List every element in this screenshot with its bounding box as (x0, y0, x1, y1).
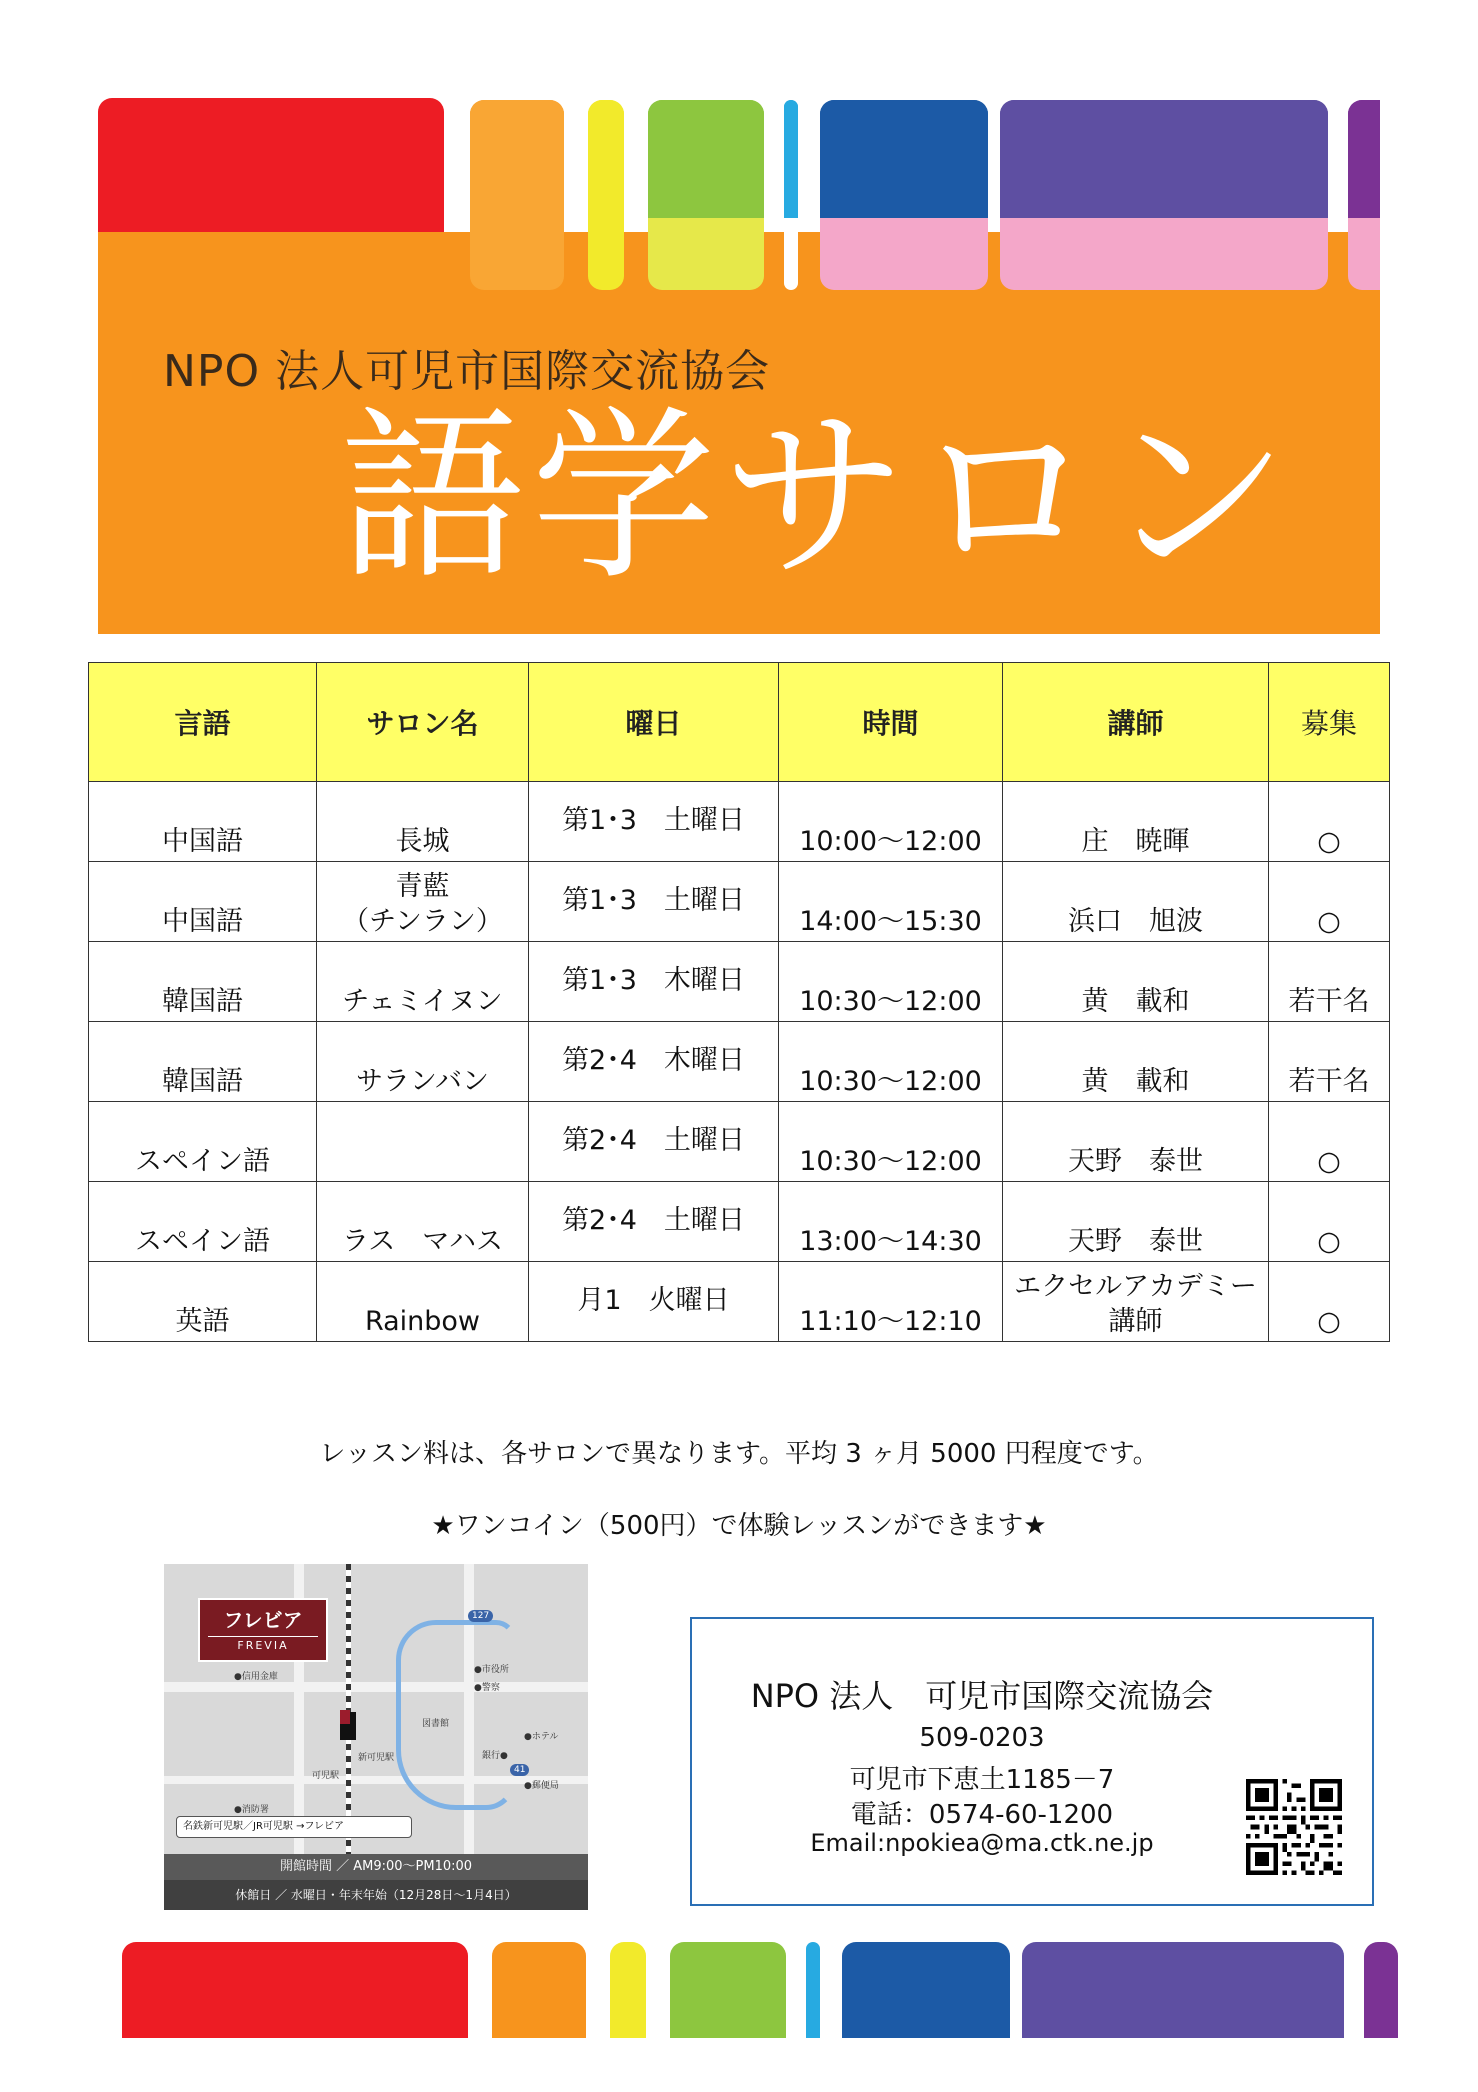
table-row (89, 942, 1390, 1022)
cell-language: 韓国語 (89, 1022, 317, 1102)
cell-day: 第2･4 土曜日 (529, 1182, 779, 1262)
col-header-language: 言語 (89, 663, 317, 782)
cell-salon (317, 1262, 529, 1342)
map-label: ●消防署 (234, 1805, 269, 1815)
cell-salon (317, 1102, 529, 1182)
cell-language: 英語 (89, 1262, 317, 1342)
table-row (89, 782, 1390, 862)
col-header-day: 曜日 (529, 663, 779, 782)
cell-time: 10:30～12:00 (779, 1102, 1003, 1182)
col-header-salon: サロン名 (317, 663, 529, 782)
organization-name: NPO 法人可児市国際交流協会 (163, 346, 771, 397)
map-label: 銀行● (482, 1751, 508, 1761)
cell-salon-name: サランバン (355, 1065, 490, 1097)
cell-time: 13:00～14:30 (779, 1182, 1003, 1262)
contact-email: Email:npokiea@ma.ctk.ne.jp (810, 1829, 1154, 1857)
cell-recruit: ○ (1269, 1102, 1390, 1182)
opening-hours: 開館時間 ／ AM9:00～PM10:00 (164, 1854, 588, 1880)
map-label: 新可児駅 (358, 1753, 395, 1763)
cell-teacher-name: エクセルアカデミー (1014, 1270, 1257, 1302)
map-label: 可児駅 (312, 1771, 340, 1781)
cell-salon-reading: （チンラン） (342, 905, 503, 937)
cell-recruit: ○ (1269, 1262, 1390, 1342)
cell-salon (317, 942, 529, 1022)
map-label: ●ホテル (524, 1732, 559, 1742)
table-row (89, 1022, 1390, 1102)
route-127-badge: 127 (468, 1610, 493, 1622)
top-bar-cyan-overlay (784, 100, 798, 290)
cell-day: 第2･4 土曜日 (529, 1102, 779, 1182)
river (396, 1620, 516, 1810)
cell-recruit: ○ (1269, 1182, 1390, 1262)
map-route: 名鉄新可児駅／JR可児駅 →フレビア (176, 1816, 412, 1838)
bottom-bar-orange (492, 1942, 586, 2038)
cell-recruit: ○ (1269, 782, 1390, 862)
cell-language: 中国語 (89, 862, 317, 942)
bottom-bar-purple (1022, 1942, 1344, 2038)
closed-days: 休館日 ／ 水曜日・年末年始（12月28日～1月4日） (164, 1880, 588, 1910)
table-header-row (89, 663, 1390, 782)
access-map (164, 1564, 588, 1910)
cell-time: 10:00～12:00 (779, 782, 1003, 862)
top-bar-orange-overlay (470, 100, 564, 290)
map-label: 図書館 (422, 1719, 450, 1729)
top-bar-purple-overlay (1000, 100, 1328, 290)
cell-recruit: ○ (1269, 862, 1390, 942)
page-title: 語学サロン (340, 389, 1295, 605)
col-header-time: 時間 (779, 663, 1003, 782)
frevia-marker (340, 1710, 350, 1724)
bottom-bar-violet (1364, 1942, 1398, 2038)
map-label: ●市役所 (474, 1665, 509, 1675)
map-road (164, 1682, 588, 1692)
cell-recruit: 若干名 (1269, 942, 1390, 1022)
cell-language: 中国語 (89, 782, 317, 862)
map-label: ●郵便局 (524, 1781, 559, 1791)
schedule-table (88, 662, 1390, 1342)
contact-address: 可児市下恵土1185－7 (849, 1765, 1115, 1795)
cell-recruit: 若干名 (1269, 1022, 1390, 1102)
cell-teacher: 黄 載和 (1003, 1022, 1269, 1102)
cell-day: 月1 火曜日 (529, 1262, 779, 1342)
cell-teacher: 天野 泰世 (1003, 1182, 1269, 1262)
bottom-bar-yellow (610, 1942, 646, 2038)
bottom-bar-blue (842, 1942, 1010, 2038)
table-row (89, 1262, 1390, 1342)
col-header-recruit: 募集 (1269, 663, 1390, 782)
cell-time: 10:30～12:00 (779, 1022, 1003, 1102)
cell-salon (317, 862, 529, 942)
cell-salon (317, 782, 529, 862)
trial-note: ★ワンコイン（500円）で体験レッスンができます★ (431, 1511, 1047, 1541)
cell-day: 第1･3 木曜日 (529, 942, 779, 1022)
map-label: ●警察 (474, 1683, 500, 1693)
bottom-bar-cyan (806, 1942, 820, 2038)
cell-teacher: 浜口 旭波 (1003, 862, 1269, 942)
top-bar-yellow-overlay (588, 100, 624, 290)
qr-code[interactable] (1246, 1779, 1342, 1875)
frevia-logo-en: FREVIA (208, 1636, 318, 1652)
col-header-teacher: 講師 (1003, 663, 1269, 782)
cell-salon-name: チェミイヌン (342, 985, 503, 1017)
cell-salon (317, 1182, 529, 1262)
cell-time: 11:10～12:10 (779, 1262, 1003, 1342)
route-41-badge: 41 (510, 1764, 529, 1776)
cell-teacher (1003, 1262, 1269, 1342)
fee-note: レッスン料は、各サロンで異なります。平均 3 ヶ月 5000 円程度です。 (319, 1439, 1159, 1469)
table-row (89, 1182, 1390, 1262)
cell-teacher: 黄 載和 (1003, 942, 1269, 1022)
cell-teacher: 天野 泰世 (1003, 1102, 1269, 1182)
cell-salon-name: Rainbow (364, 1305, 481, 1337)
contact-org: NPO 法人 可児市国際交流協会 (750, 1677, 1214, 1715)
frevia-logo-jp: フレビア (223, 1608, 303, 1632)
cell-language: 韓国語 (89, 942, 317, 1022)
cell-teacher: 庄 暁暉 (1003, 782, 1269, 862)
top-bar-blue-overlay (820, 100, 988, 290)
cell-language: スペイン語 (89, 1182, 317, 1262)
cell-salon-name: ラス マハス (342, 1225, 503, 1257)
contact-box (690, 1617, 1374, 1906)
top-bar-red (98, 98, 444, 248)
cell-salon-name: 長城 (395, 825, 450, 857)
top-bar-violet-overlay (1348, 100, 1380, 290)
bottom-bar-green (670, 1942, 786, 2038)
cell-time: 14:00～15:30 (779, 862, 1003, 942)
cell-teacher-role: 講師 (1108, 1305, 1163, 1337)
table-row (89, 1102, 1390, 1182)
cell-time: 10:30～12:00 (779, 942, 1003, 1022)
cell-day: 第1･3 土曜日 (529, 862, 779, 942)
cell-language: スペイン語 (89, 1102, 317, 1182)
cell-day: 第1･3 土曜日 (529, 782, 779, 862)
cell-salon (317, 1022, 529, 1102)
map-label: ●信用金庫 (234, 1672, 278, 1682)
frevia-logo (198, 1598, 328, 1662)
table-row (89, 862, 1390, 942)
railway-line (346, 1564, 351, 1854)
top-bar-green-overlay (648, 100, 764, 290)
contact-postal: 509-0203 (919, 1723, 1045, 1753)
bottom-bar-red (122, 1942, 468, 2038)
cell-day: 第2･4 木曜日 (529, 1022, 779, 1102)
contact-phone: 電話：0574-60-1200 (850, 1800, 1114, 1830)
cell-salon-name: 青藍 (395, 870, 450, 902)
